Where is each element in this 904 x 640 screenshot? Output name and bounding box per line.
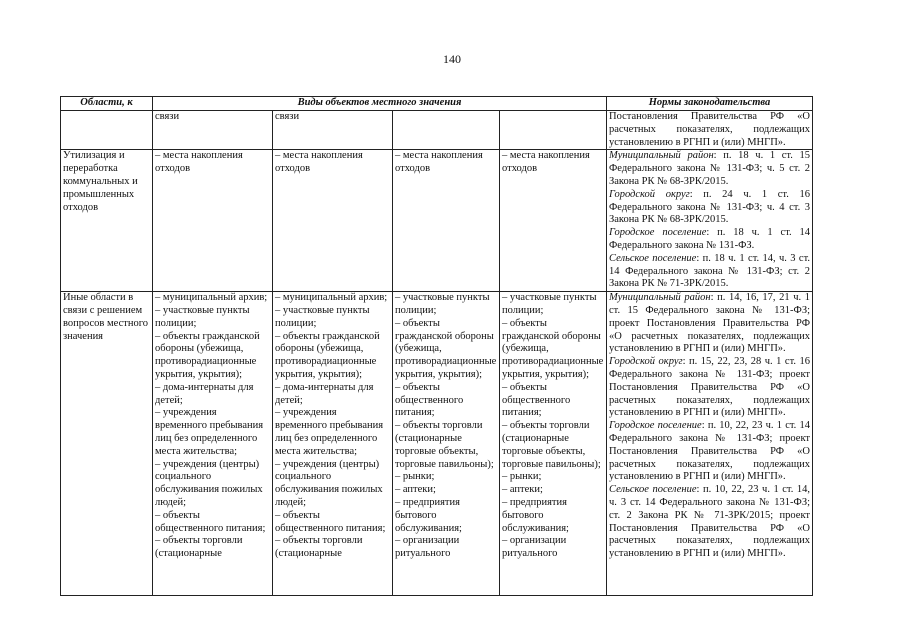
row2-norms <box>607 150 813 292</box>
list-item: – учреждения временного пребывания лиц без определенного места жительства; <box>275 407 384 457</box>
norm-label: Городской округ <box>609 188 690 200</box>
table-row <box>61 292 813 596</box>
list-item: – аптеки; <box>502 484 543 496</box>
norm-label: Муниципальный район <box>609 150 714 162</box>
row3-col1 <box>153 292 273 596</box>
list-item: – объекты гражданской обороны (убежища, противорадиационные укрытия, укрытия); <box>395 317 497 380</box>
norm-text: : п. 24 ч. 1 ст. 16 Федерального закона № 131-ФЗ; ч. 4 ст. 3 Закона РК № 68-ЗРК/2015. <box>609 188 811 226</box>
object-list <box>155 292 270 561</box>
header-area: Области, к <box>61 97 153 111</box>
page-number: 140 <box>443 52 461 66</box>
row3-area: Иные области в связи с решением вопросов местного значения <box>61 292 153 596</box>
row1-norms-text: Постановления Правительства РФ «О расчетных показателях, подлежащих установлению в РГНП и (или) МНГП». <box>609 111 811 148</box>
table-row <box>61 150 813 292</box>
list-item: – дома-интернаты для детей; <box>155 381 254 406</box>
norm-label: Сельское поселение <box>609 252 697 264</box>
list-item: – муниципальный архив; <box>275 292 388 304</box>
row1-area <box>61 111 153 150</box>
row1-col1: связи <box>153 111 273 150</box>
norm-label: Городское поселение <box>609 420 702 432</box>
list-item: – муниципальный архив; <box>155 292 268 304</box>
norm-label: Сельское поселение <box>609 484 697 496</box>
norm-paragraph <box>609 420 810 484</box>
norm-paragraph <box>609 227 810 253</box>
list-item: – участковые пункты полиции; <box>502 292 597 316</box>
row1-col4 <box>500 111 607 150</box>
norm-paragraph <box>609 189 810 227</box>
norm-text: : п. 18 ч. 1 ст. 14, ч. 3 ст. 14 Федерального закона № 131-ФЗ; ст. 2 Закона РК № 71-ЗРК/2015. <box>609 252 811 290</box>
list-item: – участковые пункты полиции; <box>155 304 250 329</box>
row3-col2 <box>273 292 393 596</box>
list-item: – объекты общественного питания; <box>275 509 386 534</box>
object-list <box>275 292 390 561</box>
row1-col3 <box>393 111 500 150</box>
row2-col2: – места накопления отходов <box>273 150 393 292</box>
list-item: – объекты торговли (стационарные <box>155 535 243 560</box>
row1-col2: связи <box>273 111 393 150</box>
list-item: – учреждения временного пребывания лиц без определенного места жительства; <box>155 407 264 457</box>
norm-text: : п. 15, 22, 23, 28 ч. 1 ст. 16 Федерального закона № 131-ФЗ; проект Постановления Правительства РФ «О расчетных показателях, подлежащих установлению в РГНП и (или) МНГП». <box>609 356 811 419</box>
norm-text: : п. 18 ч. 1 ст. 15 Федерального закона № 131-ФЗ; ч. 5 ст. 2 Закона РК № 68-ЗРК/2015. <box>609 150 811 187</box>
list-item: – учреждения (центры) социального обслуживания пожилых людей; <box>155 458 263 508</box>
row2-col4: – места накопления отходов <box>500 150 607 292</box>
list-item: – объекты торговли (стационарные торговые объекты, торговые павильоны); <box>502 420 601 470</box>
norm-paragraph <box>609 253 810 291</box>
row3-col4 <box>500 292 607 596</box>
list-item: – учреждения (центры) социального обслуживания пожилых людей; <box>275 458 383 508</box>
norm-text: : п. 18 ч. 1 ст. 14 Федерального закона № 131-ФЗ. <box>609 227 811 251</box>
row3-col3 <box>393 292 500 596</box>
norms-table <box>60 96 813 596</box>
list-item: – рынки; <box>502 471 542 483</box>
list-item: – объекты торговли (стационарные торговые объекты, торговые павильоны); <box>395 420 494 470</box>
norm-label: Городское поселение <box>609 227 707 239</box>
table-header-row <box>61 97 813 111</box>
row2-col1: – места накопления отходов <box>153 150 273 292</box>
list-item: – предприятия бытового обслуживания; <box>502 496 569 534</box>
list-item: – объекты общественного питания; <box>395 381 464 419</box>
object-list <box>502 292 604 561</box>
norm-paragraph <box>609 484 810 561</box>
list-item: – объекты торговли (стационарные <box>275 535 363 560</box>
norm-paragraph <box>609 356 810 420</box>
list-item: – аптеки; <box>395 484 436 496</box>
list-item: – организации ритуального <box>395 535 460 560</box>
norm-label: Муниципальный район <box>609 292 711 304</box>
list-item: – организации ритуального <box>502 535 567 560</box>
list-item: – рынки; <box>395 471 435 483</box>
norm-text: : п. 10, 22, 23 ч. 1 ст. 14, ч. 3 ст. 14 Федерального закона № 131-ФЗ; ст. 2 Закона РК № 71-ЗРК/2015; проект Постановления Правительства РФ «О расчетных показателях, подлежащих установлению в РГНП и (или) МНГП». <box>609 484 811 560</box>
row1-norms <box>607 111 813 150</box>
norm-paragraph <box>609 292 810 356</box>
norm-text: : п. 14, 16, 17, 21 ч. 1 ст. 15 Федерального закона № 131-ФЗ; проект Постановления Правительства РФ «О расчетных показателях, подлежащих установлению в РГНП и (или) МНГП». <box>609 292 811 355</box>
norm-text: : п. 10, 22, 23 ч. 1 ст. 14 Федерального закона № 131-ФЗ; проект Постановления Правительства РФ «О расчетных показателях, подлежащих установлению в РГНП и (или) МНГП». <box>609 420 811 483</box>
norm-paragraph <box>609 150 810 188</box>
list-item: – дома-интернаты для детей; <box>275 381 374 406</box>
object-list <box>395 292 497 561</box>
row2-area: Утилизация и переработка коммунальных и промышленных отходов <box>61 150 153 292</box>
list-item: – объекты общественного питания; <box>155 509 266 534</box>
table-row <box>61 111 813 150</box>
list-item: – объекты гражданской обороны (убежища, противорадиационные укрытия, укрытия); <box>275 330 380 380</box>
list-item: – участковые пункты полиции; <box>275 304 370 329</box>
norm-label: Городской округ <box>609 356 683 368</box>
list-item: – предприятия бытового обслуживания; <box>395 496 462 534</box>
row2-col3: – места накопления отходов <box>393 150 500 292</box>
list-item: – объекты гражданской обороны (убежища, противорадиационные укрытия, укрытия); <box>502 317 604 380</box>
list-item: – объекты общественного питания; <box>502 381 571 419</box>
list-item: – объекты гражданской обороны (убежища, противорадиационные укрытия, укрытия); <box>155 330 260 380</box>
header-objects: Виды объектов местного значения <box>153 97 607 111</box>
list-item: – участковые пункты полиции; <box>395 292 490 316</box>
row3-norms <box>607 292 813 596</box>
header-norms: Нормы законодательства <box>607 97 813 111</box>
